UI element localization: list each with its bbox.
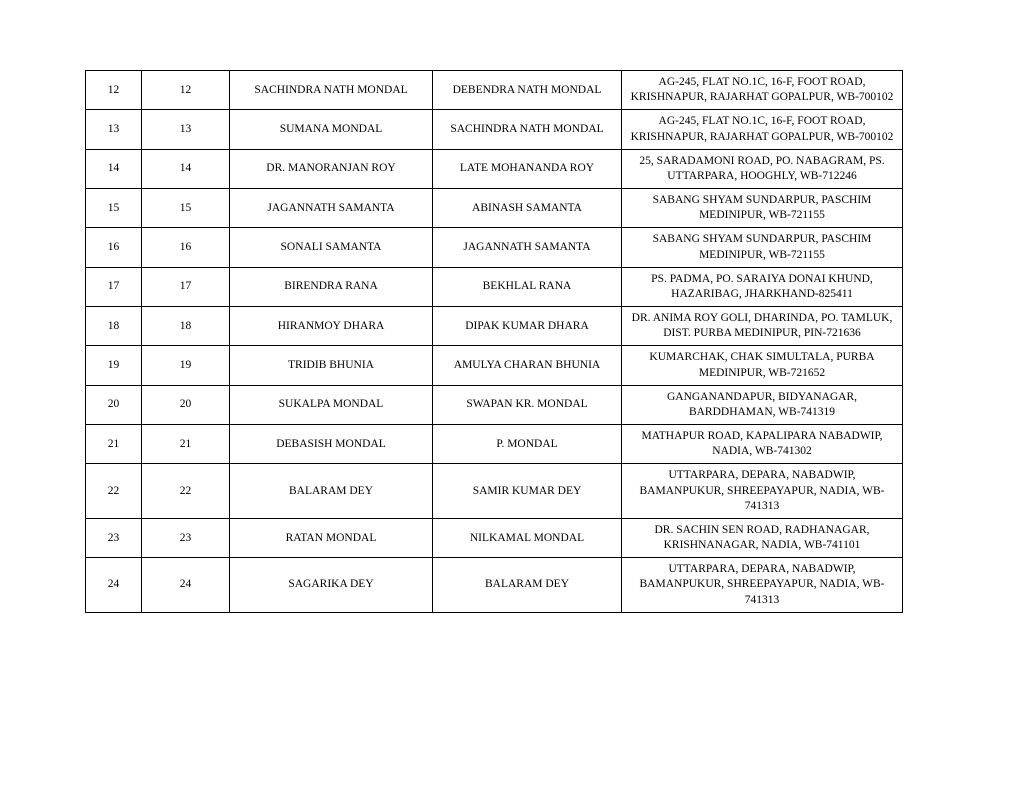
cell-address: 25, SARADAMONI ROAD, PO. NABAGRAM, PS. UTTARPARA, HOOGHLY, WB-712246 xyxy=(622,149,903,188)
cell-relation-name: DIPAK KUMAR DHARA xyxy=(433,307,622,346)
table-row xyxy=(86,71,903,110)
cell-name: SONALI SAMANTA xyxy=(230,228,433,267)
cell-name: HIRANMOY DHARA xyxy=(230,307,433,346)
table-row xyxy=(86,425,903,464)
cell-address: GANGANANDAPUR, BIDYANAGAR, BARDDHAMAN, WB-741319 xyxy=(622,385,903,424)
cell-no: 24 xyxy=(142,558,230,613)
table-row xyxy=(86,346,903,385)
cell-sl: 20 xyxy=(86,385,142,424)
table-container xyxy=(85,70,894,613)
shareholder-table xyxy=(85,70,903,613)
cell-name: DEBASISH MONDAL xyxy=(230,425,433,464)
cell-relation-name: LATE MOHANANDA ROY xyxy=(433,149,622,188)
cell-address: DR. ANIMA ROY GOLI, DHARINDA, PO. TAMLUK, DIST. PURBA MEDINIPUR, PIN-721636 xyxy=(622,307,903,346)
table-row xyxy=(86,518,903,557)
cell-sl: 14 xyxy=(86,149,142,188)
cell-name: TRIDIB BHUNIA xyxy=(230,346,433,385)
table-row xyxy=(86,267,903,306)
cell-sl: 13 xyxy=(86,110,142,149)
cell-sl: 18 xyxy=(86,307,142,346)
cell-relation-name: DEBENDRA NATH MONDAL xyxy=(433,71,622,110)
cell-relation-name: BALARAM DEY xyxy=(433,558,622,613)
table-row xyxy=(86,189,903,228)
cell-no: 18 xyxy=(142,307,230,346)
cell-no: 12 xyxy=(142,71,230,110)
table-row xyxy=(86,149,903,188)
cell-relation-name: JAGANNATH SAMANTA xyxy=(433,228,622,267)
cell-name: BALARAM DEY xyxy=(230,464,433,519)
cell-sl: 22 xyxy=(86,464,142,519)
cell-no: 20 xyxy=(142,385,230,424)
cell-address: KUMARCHAK, CHAK SIMULTALA, PURBA MEDINIPUR, WB-721652 xyxy=(622,346,903,385)
cell-sl: 15 xyxy=(86,189,142,228)
table-row xyxy=(86,385,903,424)
cell-address: AG-245, FLAT NO.1C, 16-F, FOOT ROAD, KRISHNAPUR, RAJARHAT GOPALPUR, WB-700102 xyxy=(622,71,903,110)
cell-sl: 17 xyxy=(86,267,142,306)
table-body xyxy=(86,71,903,613)
cell-address: SABANG SHYAM SUNDARPUR, PASCHIM MEDINIPUR, WB-721155 xyxy=(622,228,903,267)
cell-name: JAGANNATH SAMANTA xyxy=(230,189,433,228)
cell-no: 17 xyxy=(142,267,230,306)
cell-sl: 24 xyxy=(86,558,142,613)
cell-address: UTTARPARA, DEPARA, NABADWIP, BAMANPUKUR, SHREEPAYAPUR, NADIA, WB-741313 xyxy=(622,558,903,613)
cell-address: DR. SACHIN SEN ROAD, RADHANAGAR, KRISHNANAGAR, NADIA, WB-741101 xyxy=(622,518,903,557)
table-row xyxy=(86,228,903,267)
cell-no: 19 xyxy=(142,346,230,385)
cell-no: 13 xyxy=(142,110,230,149)
cell-address: PS. PADMA, PO. SARAIYA DONAI KHUND, HAZARIBAG, JHARKHAND-825411 xyxy=(622,267,903,306)
cell-no: 23 xyxy=(142,518,230,557)
cell-sl: 12 xyxy=(86,71,142,110)
cell-address: MATHAPUR ROAD, KAPALIPARA NABADWIP, NADIA, WB-741302 xyxy=(622,425,903,464)
cell-no: 15 xyxy=(142,189,230,228)
cell-name: RATAN MONDAL xyxy=(230,518,433,557)
cell-address: AG-245, FLAT NO.1C, 16-F, FOOT ROAD, KRISHNAPUR, RAJARHAT GOPALPUR, WB-700102 xyxy=(622,110,903,149)
table-row xyxy=(86,558,903,613)
cell-name: SUMANA MONDAL xyxy=(230,110,433,149)
cell-name: DR. MANORANJAN ROY xyxy=(230,149,433,188)
cell-relation-name: P. MONDAL xyxy=(433,425,622,464)
cell-relation-name: NILKAMAL MONDAL xyxy=(433,518,622,557)
table-row xyxy=(86,307,903,346)
cell-no: 21 xyxy=(142,425,230,464)
cell-no: 16 xyxy=(142,228,230,267)
cell-sl: 21 xyxy=(86,425,142,464)
cell-address: SABANG SHYAM SUNDARPUR, PASCHIM MEDINIPUR, WB-721155 xyxy=(622,189,903,228)
table-row xyxy=(86,464,903,519)
cell-name: BIRENDRA RANA xyxy=(230,267,433,306)
cell-no: 14 xyxy=(142,149,230,188)
cell-relation-name: ABINASH SAMANTA xyxy=(433,189,622,228)
cell-no: 22 xyxy=(142,464,230,519)
cell-name: SACHINDRA NATH MONDAL xyxy=(230,71,433,110)
table-row xyxy=(86,110,903,149)
cell-sl: 19 xyxy=(86,346,142,385)
cell-name: SAGARIKA DEY xyxy=(230,558,433,613)
cell-sl: 16 xyxy=(86,228,142,267)
cell-name: SUKALPA MONDAL xyxy=(230,385,433,424)
cell-relation-name: SACHINDRA NATH MONDAL xyxy=(433,110,622,149)
cell-sl: 23 xyxy=(86,518,142,557)
cell-address: UTTARPARA, DEPARA, NABADWIP, BAMANPUKUR, SHREEPAYAPUR, NADIA, WB-741313 xyxy=(622,464,903,519)
cell-relation-name: SWAPAN KR. MONDAL xyxy=(433,385,622,424)
cell-relation-name: AMULYA CHARAN BHUNIA xyxy=(433,346,622,385)
cell-relation-name: SAMIR KUMAR DEY xyxy=(433,464,622,519)
cell-relation-name: BEKHLAL RANA xyxy=(433,267,622,306)
